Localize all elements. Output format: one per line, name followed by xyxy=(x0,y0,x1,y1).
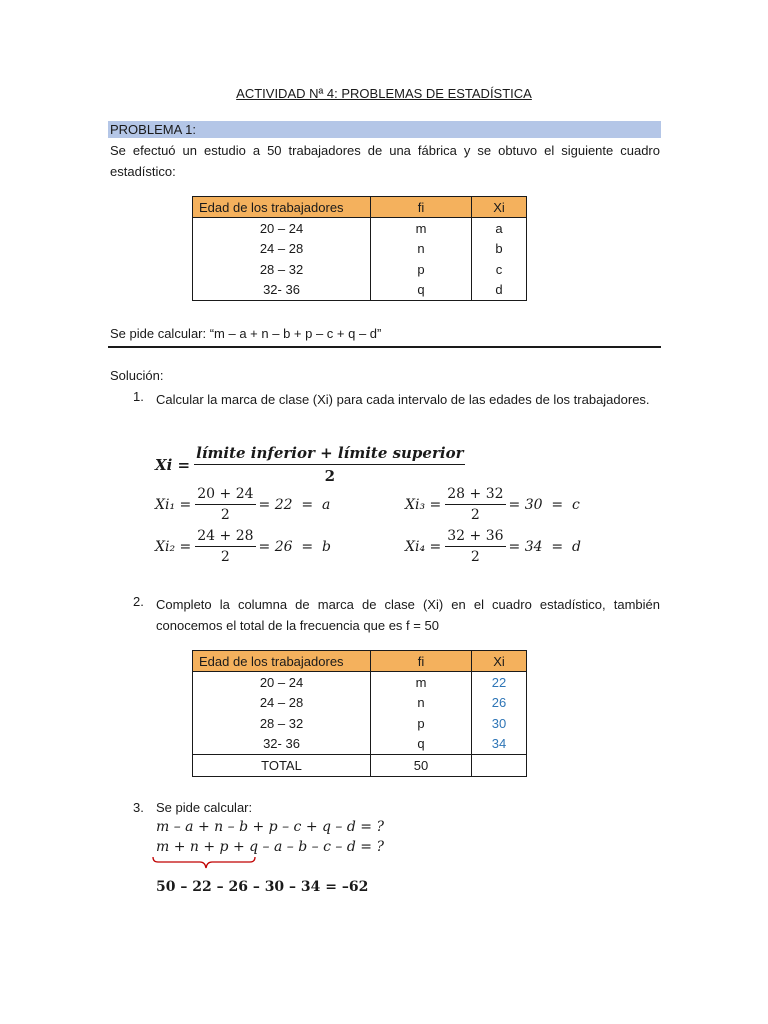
table-row xyxy=(193,259,527,280)
cell: 22 xyxy=(472,672,527,693)
calc-label: Xi₄ = xyxy=(405,538,442,555)
stat-table-1 xyxy=(192,196,527,301)
table1-header-fi: fi xyxy=(371,197,472,218)
equation-2: m + n + p + q – a – b – c – d = ? xyxy=(156,839,384,855)
cell: 24 – 28 xyxy=(193,693,371,714)
step-text: Calcular la marca de clase (Xi) para cada intervalo de las edades de los trabajadores. xyxy=(156,392,650,407)
calc-numerator: 20 + 24 xyxy=(195,486,255,505)
step-number: 3. xyxy=(133,800,144,815)
step-text: Completo la columna de marca de clase (Xi) en el cuadro estadístico, también conocemos el total de la frecuencia que es f = 50 xyxy=(156,597,660,633)
brace-icon xyxy=(150,856,260,878)
calc-result: = 22 = a xyxy=(258,496,331,513)
formula-lhs: Xi = xyxy=(155,455,191,474)
cell: b xyxy=(472,239,527,260)
equation-result: 50 – 22 – 26 – 30 – 34 = –62 xyxy=(156,879,369,895)
calc-denominator: 2 xyxy=(470,549,480,565)
cell: 32- 36 xyxy=(193,734,371,755)
stat-table-2 xyxy=(192,650,527,777)
table-row xyxy=(193,713,527,734)
divider xyxy=(108,346,661,348)
cell: 50 xyxy=(371,755,472,777)
cell xyxy=(472,755,527,777)
cell: m xyxy=(371,672,472,693)
table1-header-age: Edad de los trabajadores xyxy=(193,197,371,218)
calc-xi3 xyxy=(405,486,580,523)
intro-text: Se efectuó un estudio a 50 trabajadores de una fábrica y se obtuvo el siguiente cuadro estadístico: xyxy=(110,143,660,179)
table-row xyxy=(193,218,527,239)
table2-header-xi: Xi xyxy=(472,651,527,672)
cell: 20 – 24 xyxy=(193,218,371,239)
calc-label: Xi₂ = xyxy=(155,538,192,555)
step-number: 2. xyxy=(133,594,144,609)
formula-numerator: límite inferior + límite superior xyxy=(194,444,465,465)
cell: 32- 36 xyxy=(193,280,371,301)
cell: a xyxy=(472,218,527,239)
calc-denominator: 2 xyxy=(220,507,230,523)
step-number: 1. xyxy=(133,389,144,404)
page-title: ACTIVIDAD Nª 4: PROBLEMAS DE ESTADÍSTICA xyxy=(236,86,532,101)
cell: 34 xyxy=(472,734,527,755)
table-row xyxy=(193,734,527,755)
total-row xyxy=(193,755,527,777)
calc-label: Xi₃ = xyxy=(405,496,442,513)
calc-result: = 26 = b xyxy=(258,538,332,555)
calc-denominator: 2 xyxy=(470,507,480,523)
cell: n xyxy=(371,239,472,260)
ask-text: Se pide calcular: “m – a + n – b + p – c + q – d” xyxy=(110,326,382,341)
cell: n xyxy=(371,693,472,714)
formula-denominator: 2 xyxy=(324,467,336,485)
xi-formula xyxy=(155,444,465,485)
cell: 28 – 32 xyxy=(193,259,371,280)
calc-xi2 xyxy=(155,528,331,565)
cell: 20 – 24 xyxy=(193,672,371,693)
cell: 26 xyxy=(472,693,527,714)
table2-header-age: Edad de los trabajadores xyxy=(193,651,371,672)
calc-numerator: 32 + 36 xyxy=(445,528,505,547)
cell: TOTAL xyxy=(193,755,371,777)
calc-numerator: 24 + 28 xyxy=(195,528,255,547)
cell: q xyxy=(371,734,472,755)
cell: 30 xyxy=(472,713,527,734)
table-row xyxy=(193,672,527,693)
solution-label: Solución: xyxy=(110,368,164,383)
cell: p xyxy=(371,259,472,280)
step-text: Se pide calcular: xyxy=(156,800,253,815)
calc-xi1 xyxy=(155,486,330,523)
cell: 24 – 28 xyxy=(193,239,371,260)
calc-numerator: 28 + 32 xyxy=(445,486,505,505)
calc-label: Xi₁ = xyxy=(155,496,192,513)
table-row xyxy=(193,280,527,301)
cell: c xyxy=(472,259,527,280)
table1-header-xi: Xi xyxy=(472,197,527,218)
table2-header-fi: fi xyxy=(371,651,472,672)
cell: d xyxy=(472,280,527,301)
calc-result: = 34 = d xyxy=(508,538,582,555)
table-row xyxy=(193,693,527,714)
problem-label: PROBLEMA 1: xyxy=(108,121,661,138)
calc-result: = 30 = c xyxy=(508,496,580,513)
calc-denominator: 2 xyxy=(220,549,230,565)
cell: m xyxy=(371,218,472,239)
calc-xi4 xyxy=(405,528,581,565)
cell: 28 – 32 xyxy=(193,713,371,734)
cell: q xyxy=(371,280,472,301)
cell: p xyxy=(371,713,472,734)
equation-1: m – a + n – b + p – c + q – d = ? xyxy=(156,819,384,835)
table-row xyxy=(193,239,527,260)
